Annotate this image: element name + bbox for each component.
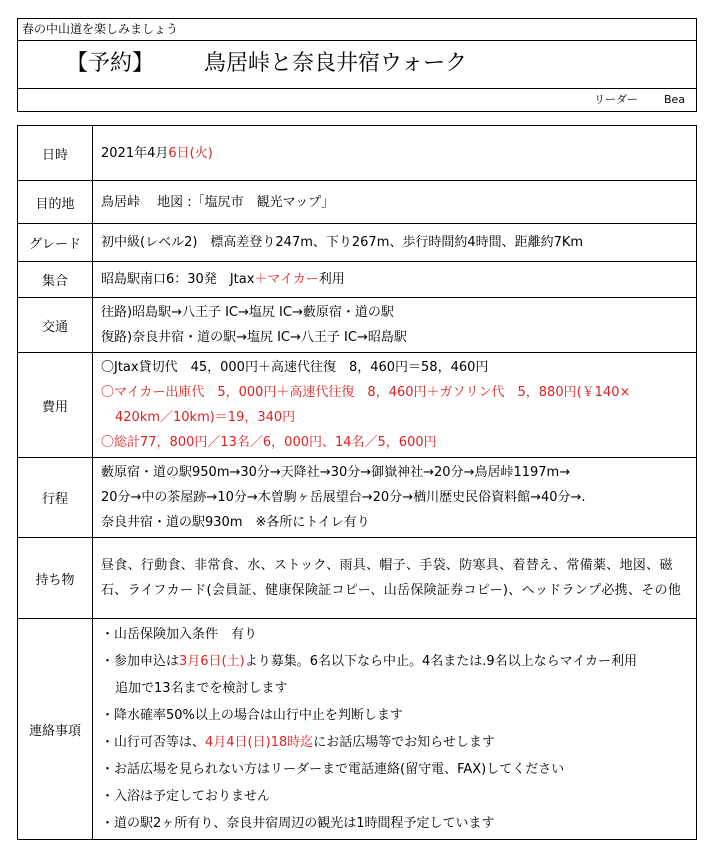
title-row <box>18 41 696 89</box>
note-decision-suffix: にお話広場等でお知らせします <box>313 735 495 750</box>
row-transport <box>18 298 697 353</box>
leader-label: リーダー <box>594 93 638 106</box>
grade-value: 初中級(レベル2) 標高差登り247m、下り267m、歩行時間約4時間、距離約7Km <box>93 224 697 262</box>
items-label: 持ち物 <box>18 538 93 619</box>
itinerary-line-1: 藪原宿・道の駅950m→30分→天降社→30分→御嶽神社→20分→鳥居峠1197m→ <box>101 465 571 480</box>
date-value <box>93 126 697 181</box>
itinerary-label: 行程 <box>18 458 93 538</box>
header-box <box>17 18 697 112</box>
note-application-prefix: ・参加申込は <box>101 654 180 669</box>
note-contact: ・お話広場を見られない方はリーダーまで電話連絡(留守電、FAX)してください <box>101 762 565 777</box>
reservation-tag: 【予約】 <box>66 51 155 76</box>
note-insurance: ・山岳保険加入条件 有り <box>101 627 258 642</box>
row-items <box>18 538 697 619</box>
itinerary-line-2: 20分→中の茶屋跡→10分→木曽駒ヶ岳展望台→20分→楢川歴史民俗資料館→40分→. <box>101 490 586 505</box>
itinerary-line-3: 奈良井宿・道の駅930m ※各所にトイレ有り <box>101 515 370 530</box>
event-subtitle: 春の中山道を楽しみましょう <box>18 19 696 41</box>
note-application-cont: 追加で13名までを検討します <box>115 681 288 696</box>
note-bath: ・入浴は予定しておりません <box>101 789 271 804</box>
row-notes <box>18 619 697 840</box>
cost-total: 〇総計77，800円／13名／6，000円、14名／5，600円 <box>101 435 437 450</box>
leader-name: Bea <box>664 93 686 106</box>
date-highlight: 6日(火) <box>168 145 213 161</box>
note-decision-date: 4月4日(日)18時迄 <box>205 735 314 750</box>
items-value: 昼食、行動食、非常食、水、ストック、雨具、帽子、手袋、防寒具、着替え、常備薬、地図、磁石、ライフカード(会員証、健康保険証コピー、山岳保険証券コピー)、ヘッドランプ必携、その他 <box>93 538 697 619</box>
transport-label: 交通 <box>18 298 93 353</box>
note-application <box>101 648 690 675</box>
row-date <box>18 126 697 181</box>
notes-label: 連絡事項 <box>18 619 93 840</box>
note-decision <box>101 729 690 756</box>
transport-return: 復路)奈良井宿・道の駅→塩尻 IC→八王子 IC→昭島駅 <box>101 330 407 345</box>
row-meeting <box>18 262 697 298</box>
cost-mycar-cont: 420km／10km)＝19，340円 <box>115 410 296 425</box>
meeting-value <box>93 262 697 298</box>
transport-value <box>93 298 697 353</box>
note-application-date: 3月6日(土) <box>179 654 245 669</box>
meeting-highlight: ＋マイカー <box>254 272 319 287</box>
leader-row <box>18 89 696 111</box>
date-label: 日時 <box>18 126 93 181</box>
meeting-prefix: 昭島駅南口6：30発 Jtax <box>101 272 255 287</box>
note-sightseeing: ・道の駅2ヶ所有り、奈良井宿周辺の観光は1時間程予定しています <box>101 816 495 831</box>
row-destination <box>18 181 697 224</box>
row-cost <box>18 353 697 458</box>
row-grade <box>18 224 697 262</box>
date-prefix: 2021年4月 <box>101 145 169 161</box>
cost-label: 費用 <box>18 353 93 458</box>
meeting-label: 集合 <box>18 262 93 298</box>
transport-outbound: 往路)昭島駅→八王子 IC→塩尻 IC→藪原宿・道の駅 <box>101 305 394 320</box>
grade-label: グレード <box>18 224 93 262</box>
itinerary-value <box>93 458 697 538</box>
cost-value <box>93 353 697 458</box>
cost-jtax: 〇Jtax貸切代 45，000円＋高速代往復 8，460円＝58，460円 <box>101 360 489 375</box>
event-info-table <box>17 125 697 840</box>
page-title: 鳥居峠と奈良井宿ウォーク <box>204 51 468 76</box>
notes-value <box>93 619 697 840</box>
note-application-suffix: より募集。6名以下なら中止。4名または.9名以上ならマイカー利用 <box>244 654 637 669</box>
note-rain: ・降水確率50%以上の場合は山行中止を判断します <box>101 708 403 723</box>
row-itinerary <box>18 458 697 538</box>
cost-mycar: 〇マイカー出庫代 5，000円＋高速代往復 8，460円＋ガソリン代 5，880円(￥140× <box>101 385 631 400</box>
note-decision-prefix: ・山行可否等は、 <box>101 735 206 750</box>
destination-value: 鳥居峠 地図 :「塩尻市 観光マップ」 <box>93 181 697 224</box>
destination-label: 目的地 <box>18 181 93 224</box>
meeting-suffix: 利用 <box>318 272 345 287</box>
